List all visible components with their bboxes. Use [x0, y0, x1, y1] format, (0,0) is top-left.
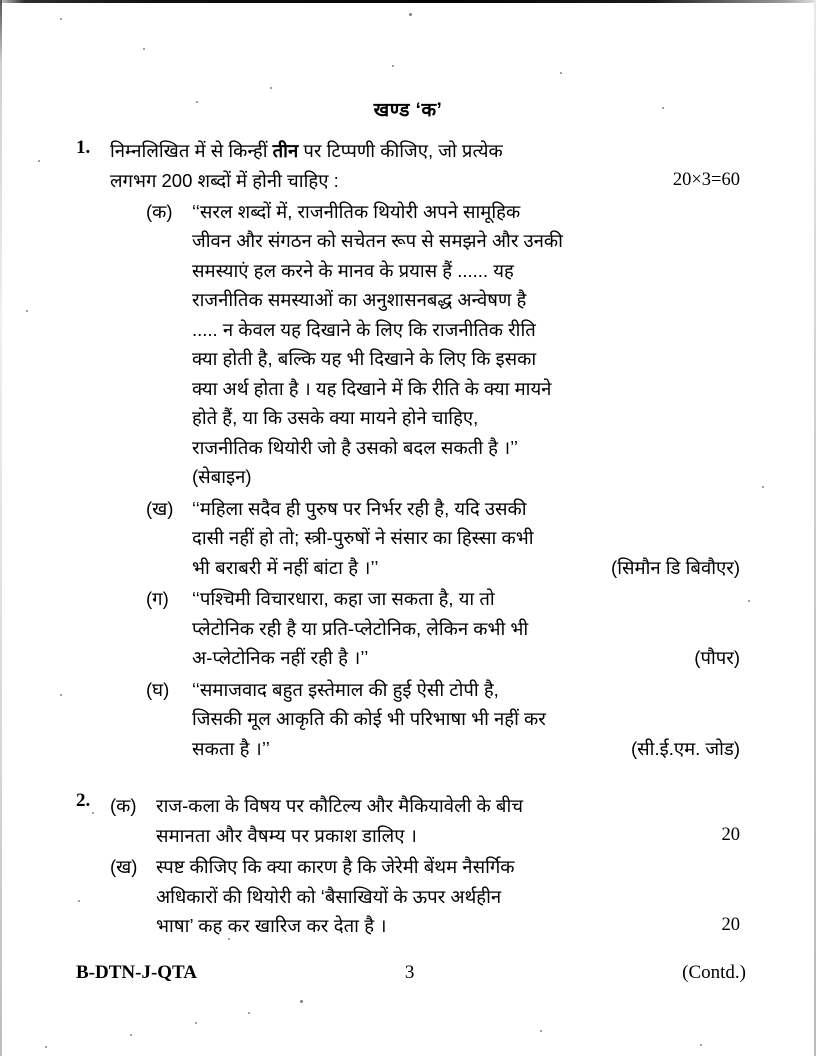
subquestion-label-kha: (ख): [146, 497, 174, 519]
quote-line: जिसकी मूल आकृति की कोई भी परिभाषा भी नहीं कर: [192, 708, 546, 729]
scan-speck: [45, 1046, 47, 1048]
quote-line: होते हैं, या कि उसके क्या मायने होने चाहिए,: [192, 407, 479, 428]
subquestion-ka-text: [192, 197, 740, 492]
subquestion-kha-text: [156, 852, 740, 941]
question-marks: 20: [721, 824, 740, 845]
quote-line: क्या अर्थ होता है । यह दिखाने में कि रीति के क्या मायने: [192, 377, 552, 399]
question-2: [76, 789, 740, 941]
scan-speck: [540, 1030, 542, 1032]
question-1-marks: 20×3=60: [672, 169, 740, 190]
quote-line: ‘‘पश्चिमी विचारधारा, कहा जा सकता है, या तो: [192, 588, 495, 609]
subquestion-label-gha: (घ): [146, 678, 170, 700]
quote-line: ..... न केवल यह दिखाने के लिए कि राजनीतिक रीति: [192, 318, 536, 340]
quote-line: प्लेटोनिक रही है या प्रति-प्लेटोनिक, लेकिन कभी भी: [192, 617, 529, 639]
quote-line: क्या होती है, बल्कि यह भी दिखाने के लिए कि इसका: [192, 348, 537, 369]
question-1-body: [110, 136, 740, 763]
scan-speck: [700, 1044, 702, 1046]
subquestion-label-kha: (ख): [110, 856, 138, 877]
subquestion-label-ka: (क): [146, 200, 173, 222]
question-2-subquestion-kha: [110, 852, 740, 941]
question-1-stem-line-1: [110, 136, 740, 166]
subquestion-label-ga: (ग): [146, 588, 169, 609]
question-2-subquestion-ka: [110, 791, 740, 850]
question-1-subquestion-gha: [146, 675, 740, 764]
section-heading: खण्ड ‘क’: [373, 100, 443, 121]
quote-attribution: (सी.ई.एम. जोड): [631, 737, 740, 759]
scan-speck: [130, 1034, 132, 1036]
quote-line: भी बराबरी में नहीं बांटा है ।’’: [192, 556, 379, 578]
subquestion-gha-text: [192, 675, 740, 764]
subquestion-label-ka: (क): [110, 795, 137, 816]
quote-attribution: (सिमौन डि बिवौएर): [611, 556, 740, 578]
quote-last-line-with-attribution: [192, 734, 740, 764]
question-line: अधिकारों की थियोरी को ‘बैसाखियों के ऊपर अर्थहीन: [156, 885, 502, 907]
quote-line: दासी नहीं हो तो; स्त्री-पुरुषों ने संसार का हिस्सा कभी: [192, 527, 534, 548]
quote-last-line-with-attribution: [192, 553, 740, 583]
quote-line: ‘‘समाजवाद बहुत इस्तेमाल की हुई ऐसी टोपी है,: [192, 678, 499, 700]
stem-text-part-1: निम्नलिखित में से किन्हीं: [110, 140, 273, 161]
quote-line: राजनीतिक थियोरी जो है उसको बदल सकती है ।’’: [192, 436, 518, 458]
subquestion-ga-text: [192, 584, 740, 673]
question-1-stem-text-2: लगभग 200 शब्दों में होनी चाहिए :: [110, 169, 339, 191]
stem-text-part-2: पर टिप्पणी कीजिए, जो प्रत्येक: [298, 140, 503, 161]
question-line: स्पष्ट कीजिए कि क्या कारण है कि जेरेमी बेंथम नैसर्गिक: [156, 856, 515, 877]
quote-line: अ-प्लेटोनिक नहीं रही है ।’’: [192, 647, 369, 668]
paper-code: B-DTN-J-QTA: [76, 962, 198, 983]
quote-line: ‘‘महिला सदैव ही पुरुष पर निर्भर रही है, यदि उसकी: [192, 497, 527, 519]
question-marks: 20: [721, 915, 740, 935]
question-last-line-with-marks: [156, 911, 740, 941]
question-2-number: 2.: [76, 790, 91, 811]
quote-line: सकता है ।’’: [192, 737, 270, 759]
question-1-subquestion-ka: [146, 197, 740, 492]
question-line: भाषा’ कह कर खारिज कर देता है ।: [156, 915, 387, 936]
scan-speck: [195, 1022, 197, 1024]
quote-line: जीवन और संगठन को सचेतन रूप से समझने और उनकी: [192, 230, 563, 251]
question-2-body: [110, 789, 740, 941]
quote-last-line-with-attribution: [192, 643, 740, 673]
question-1-number: 1.: [76, 137, 91, 158]
quote-attribution: (पौपर): [694, 647, 740, 668]
page-footer: [76, 962, 746, 984]
quote-line: समस्याएं हल करने के मानव के प्रयास हैं ...... यह: [192, 259, 514, 281]
stem-emphasis-teen: तीन: [272, 140, 299, 161]
continuation-label: (Contd.): [682, 962, 746, 983]
question-1: [76, 136, 740, 763]
scan-speck: [300, 1000, 303, 1003]
question-1-subquestion-kha: [146, 494, 740, 583]
quote-line: ‘‘सरल शब्दों में, राजनीतिक थियोरी अपने सामूहिक: [192, 200, 521, 222]
page-number: 3: [404, 962, 415, 983]
question-line: समानता और वैषम्य पर प्रकाश डालिए ।: [156, 824, 417, 846]
subquestion-ka-text: [156, 791, 740, 850]
subquestion-kha-text: [192, 494, 740, 583]
quote-line: राजनीतिक समस्याओं का अनुशासनबद्ध अन्वेषण है: [192, 289, 527, 310]
question-1-subquestion-ga: [146, 584, 740, 673]
scan-speck: [248, 1012, 250, 1014]
quote-attribution: (सेबाइन): [192, 466, 252, 487]
question-1-stem-line-2: [110, 166, 740, 195]
question-line: राज-कला के विषय पर कौटिल्य और मैकियावेली के बीच: [156, 795, 523, 816]
question-last-line-with-marks: [156, 821, 740, 851]
